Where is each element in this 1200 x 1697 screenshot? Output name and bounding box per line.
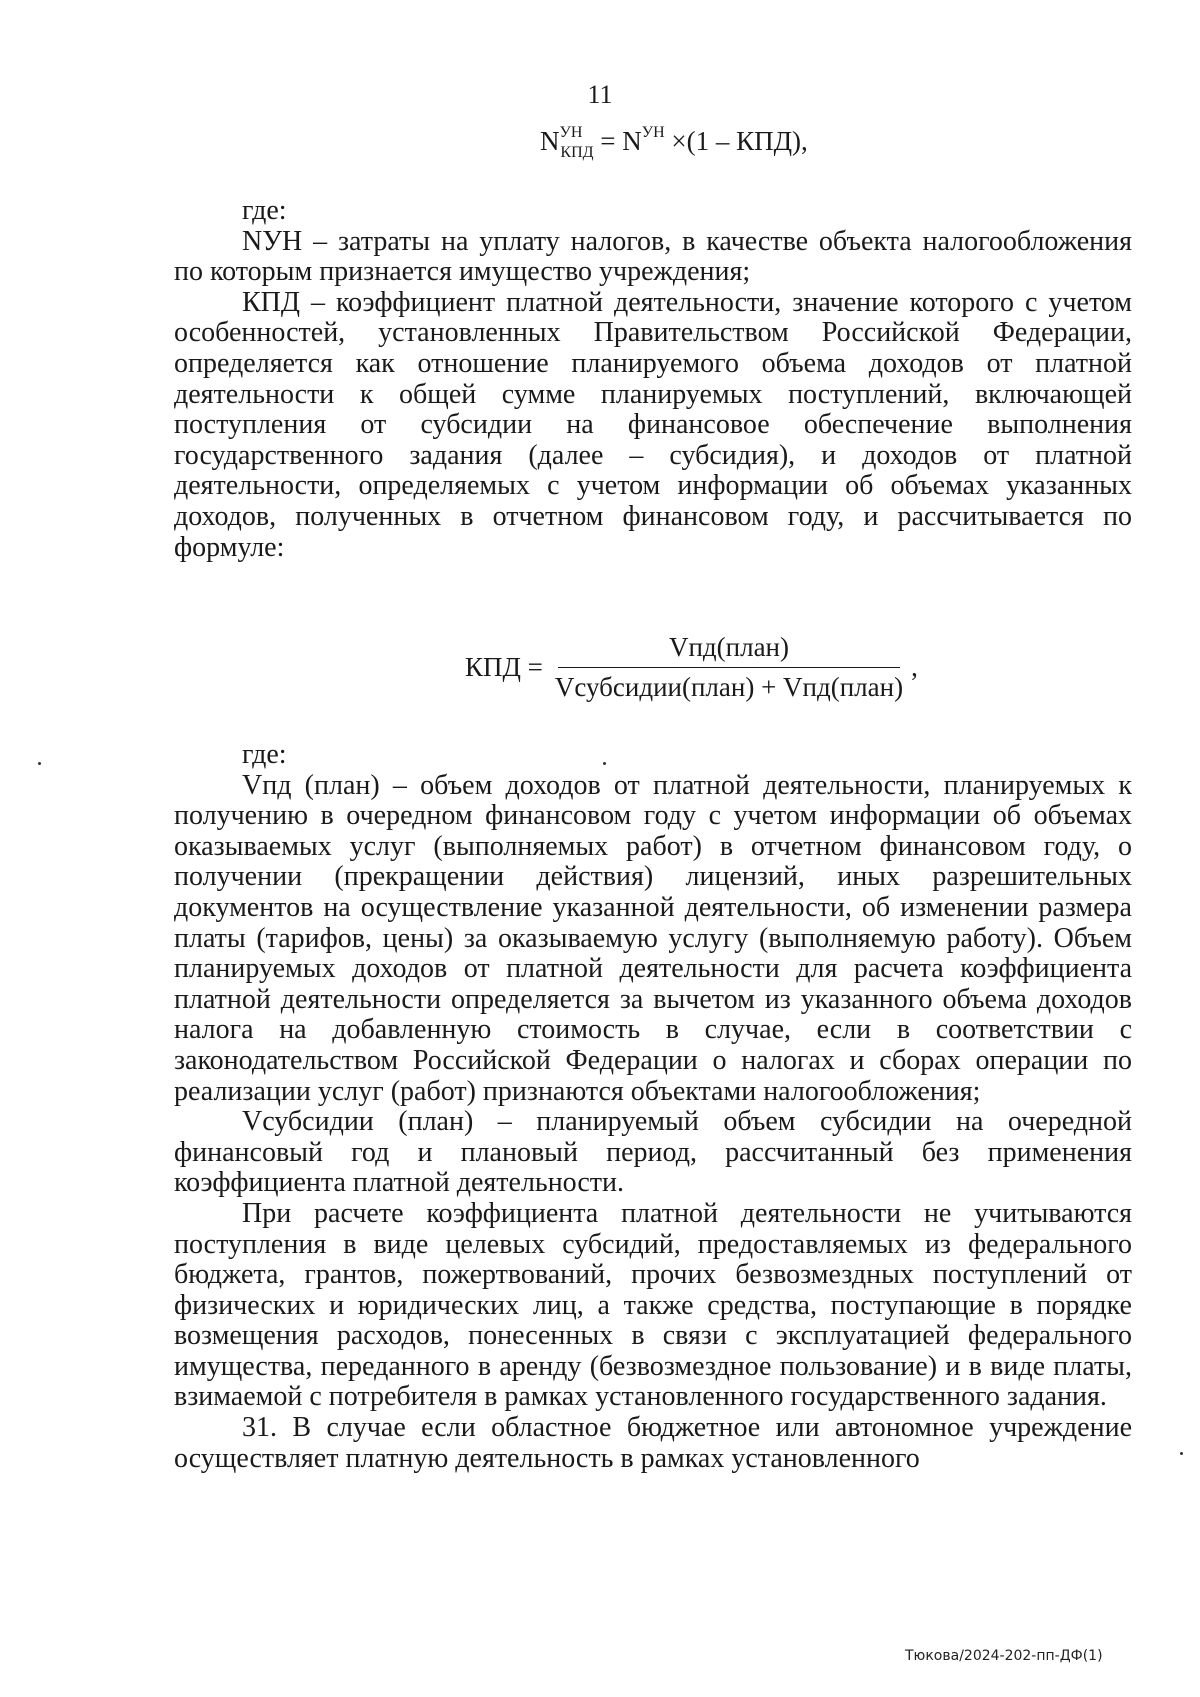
paragraph-vpd-definition: Vпд (план) – объем доходов от платной деятельности, планируемых к получению в очередном финансовом году с учетом информации об объемах оказываемых услуг (выполняемых работ) в отчетном финансовом году, о получении (прекращении действия) лицензий, иных разрешительных документов на осуществление указанной деятельности, об изменении размера платы (тарифов, цены) за оказываемую услугу (выполняемую работу). Объем планируемых доходов от платной деятельности для расчета коэффициента платной деятельности определяется за вычетом из указанного объема доходов налога на добавленную стоимость в случае, если в соответствии с законодательством Российской Федерации о налогах и сборах операции по реализации услуг (работ) признаются объектами налогообложения;	[174, 769, 1132, 1107]
scan-speck	[1180, 1452, 1183, 1455]
paragraph-vsubsidy-definition: Vсубсидии (план) – планируемый объем субсидии на очередной финансовый год и плановый период, рассчитанный без применения коэффициента платной деятельности.	[174, 1106, 1132, 1199]
formula1-rhs-sup: УН	[641, 124, 665, 141]
formula1-lhs-sub: КПД	[560, 144, 594, 161]
scan-speck	[603, 762, 606, 765]
paragraph-exclusions: При расчете коэффициента платной деятельности не учитываются поступления в виде целевых субсидий, предоставляемых из федерального бюджета, грантов, пожертвований, прочих безвозмездных поступлений от физических и юридических лиц, а также средства, поступающие в порядке возмещения расходов, понесенных в связи с эксплуатацией федерального имущества, переданного в аренду (безвозмездное пользование) и в виде платы, взимаемой с потребителя в рамках установленного государственного задания.	[174, 1197, 1132, 1413]
formula2-lhs: КПД =	[465, 652, 543, 682]
scan-speck	[38, 762, 41, 765]
document-footer-code: Тюкова/2024-202-пп-ДФ(1)	[905, 1648, 1103, 1664]
text-block-1	[174, 196, 1132, 563]
where-label-2: где:	[242, 739, 287, 770]
formula2-denominator: Vсубсидии(план) + Vпд(план)	[554, 672, 904, 702]
where-label-1: где:	[242, 195, 287, 226]
paragraph-nun-definition: NУН – затраты на уплату налогов, в качестве объекта налогообложения по которым признается имущество учреждения;	[174, 225, 1132, 288]
formula-kpd	[465, 632, 918, 703]
formula1-rhs-tail: ×(1 – КПД),	[671, 126, 808, 156]
formula1-rhs: = N	[600, 126, 642, 156]
formula2-numerator: Vпд(план)	[558, 632, 900, 668]
formula2-fraction	[549, 632, 909, 703]
formula1-lhs-sup: УН	[559, 124, 583, 141]
paragraph-item-31: 31. В случае если областное бюджетное или автономное учреждение осуществляет платную деятельность в рамках установленного	[174, 1412, 1132, 1474]
formula1-lhs-base: N	[540, 126, 560, 156]
formula-tax-kpd	[540, 124, 808, 161]
formula1-lhs	[540, 124, 594, 161]
text-block-2	[174, 740, 1132, 1474]
formula2-tail: ,	[911, 652, 918, 682]
page-number: 11	[587, 80, 613, 109]
paragraph-kpd-definition: КПД – коэффициент платной деятельности, значение которого с учетом особенностей, установленных Правительством Российской Федерации, определяется как отношение планируемого объема доходов от платной деятельности к общей сумме планируемых поступлений, включающей поступления от субсидии на финансовое обеспечение выполнения государственного задания (далее – субсидия), и доходов от платной деятельности, определяемых с учетом информации об объемах указанных доходов, полученных в отчетном финансовом году, и рассчитывается по формуле:	[174, 286, 1132, 563]
